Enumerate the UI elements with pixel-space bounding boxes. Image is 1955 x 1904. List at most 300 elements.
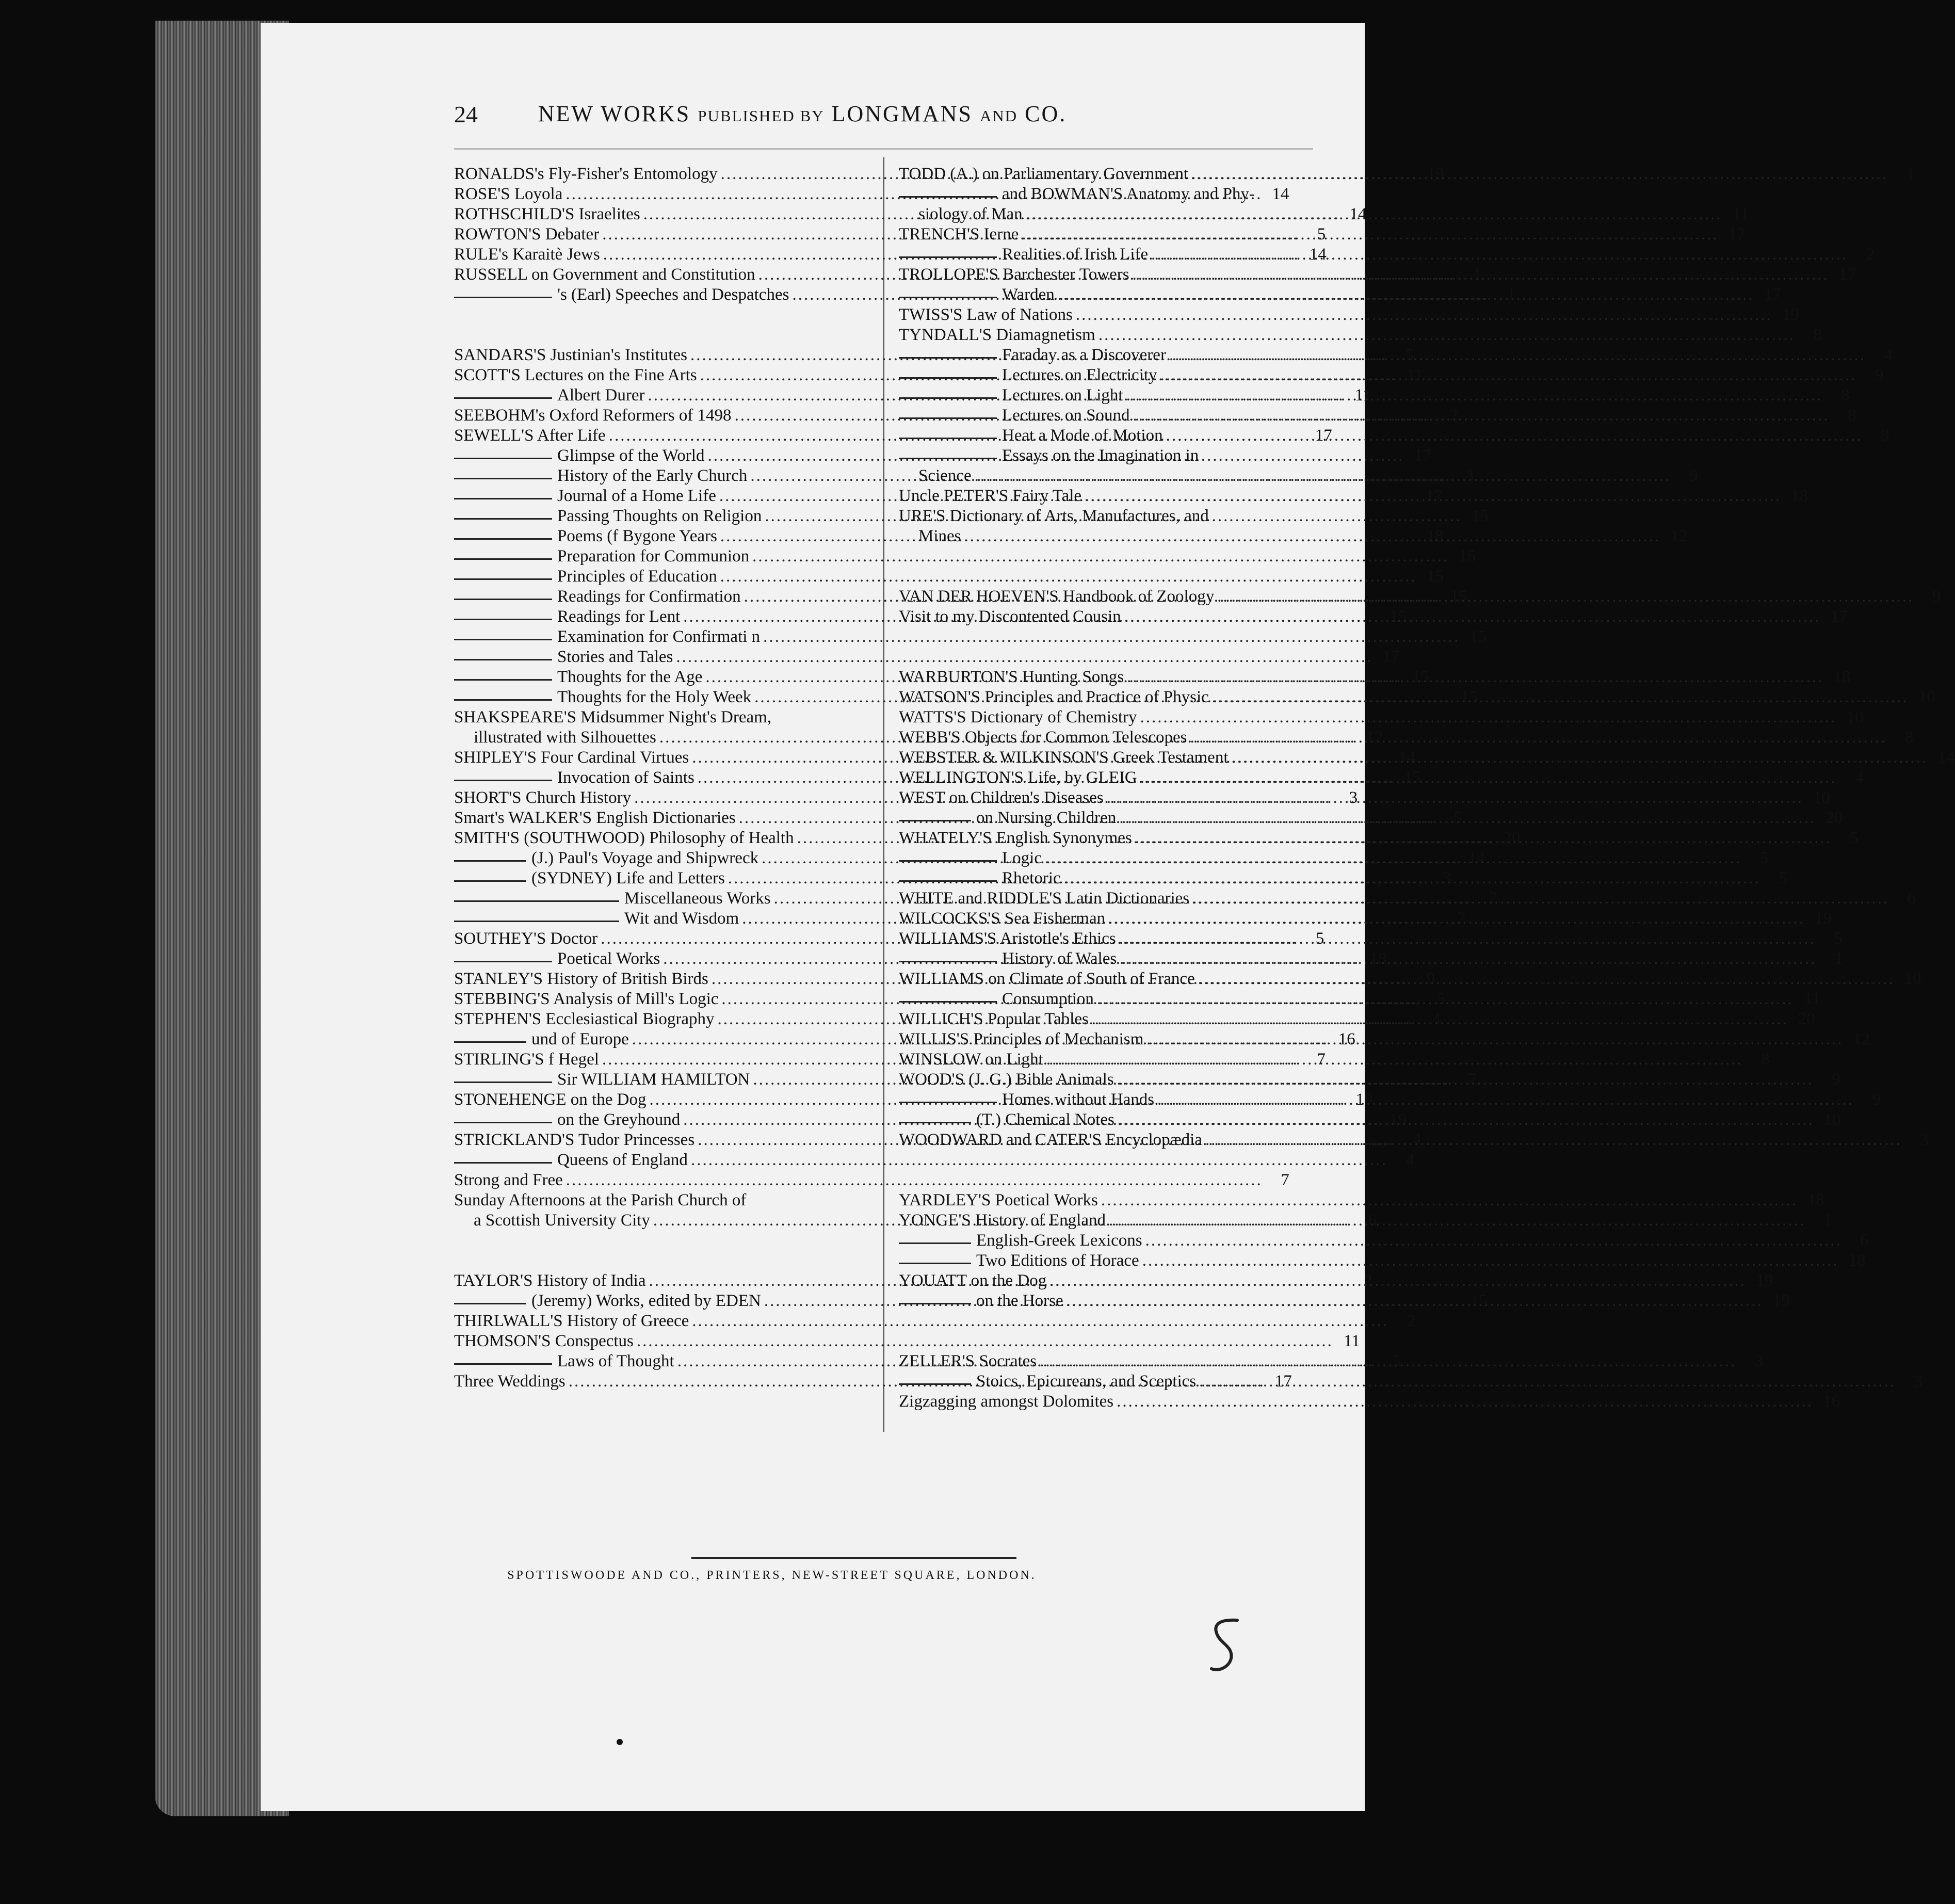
dot-leader (1121, 607, 1821, 627)
entry-title: on the Horse (976, 1292, 1063, 1310)
entry-page-number: 19 (1782, 305, 1799, 324)
dot-leader (1073, 305, 1772, 325)
ditto-dash (454, 961, 552, 962)
dot-leader (1042, 848, 1741, 868)
dot-leader (1123, 385, 1823, 406)
entry-page-number: 14 (1349, 205, 1367, 223)
entry-page-number: 3 (1920, 1131, 1929, 1149)
entry-page-number: 12 (1365, 728, 1383, 747)
index-entry (899, 707, 1864, 728)
ditto-dash (899, 1001, 997, 1003)
entry-title: Albert Durer (557, 386, 645, 405)
index-entry (899, 1231, 1869, 1251)
ditto-dash (899, 397, 997, 399)
entry-title: Examination for Confirmati n (557, 627, 761, 646)
entry-title: Heat a Mode of Motion (1002, 426, 1163, 445)
dot-leader (1105, 909, 1805, 929)
entry-page-number: 5 (1315, 929, 1324, 948)
index-entry (899, 325, 1822, 345)
entry-page-number: 10 (1846, 708, 1864, 727)
entry-title: Stoics, Epicureans, and Sceptics (976, 1372, 1197, 1391)
index-entry (899, 909, 1832, 929)
dot-leader (1142, 1231, 1842, 1251)
entry-page-number: 5 (1759, 849, 1768, 867)
entry-page-number: 10 (1823, 1110, 1841, 1129)
entry-page-number: 15 (1426, 567, 1444, 586)
entry-page-number: 14 (1272, 185, 1289, 203)
dot-leader (1157, 365, 1857, 385)
entry-title: Readings for Lent (557, 607, 681, 626)
dot-leader (961, 526, 1661, 546)
entry-page-number: 10 (1813, 788, 1830, 807)
index-entry (899, 1271, 1773, 1291)
entry-page-number: 4 (1884, 346, 1893, 364)
dot-leader (1163, 426, 1863, 446)
entry-page-number: 14 (1468, 849, 1485, 867)
entry-page-number: 9 (1872, 1090, 1881, 1109)
index-entry (899, 889, 1916, 909)
index-entry (899, 345, 1893, 365)
entry-page-number: 6 (1368, 1211, 1377, 1230)
ditto-dash (899, 438, 997, 439)
entry-title: SANDARS'S Justinian's Institutes (454, 346, 687, 364)
ditto-dash (899, 377, 997, 379)
dot-leader (1043, 1050, 1743, 1070)
dot-leader (1129, 406, 1829, 426)
entry-page-number: 1 (1823, 1211, 1832, 1230)
dot-leader (1081, 486, 1781, 506)
entry-page-number: 12 (1853, 1030, 1870, 1048)
entry-title: Consumption (1002, 990, 1094, 1008)
entry-page-number: 5 (1850, 829, 1859, 847)
ditto-dash (899, 1383, 971, 1385)
ditto-dash (899, 256, 997, 258)
ditto-dash (454, 558, 552, 560)
entry-title: WILLIS'S Principles of Mechanism (899, 1030, 1144, 1048)
entry-title: Uncle PETER'S Fairy Tale (899, 487, 1082, 505)
entry-title: Mines (918, 527, 961, 545)
dot-leader (1104, 788, 1803, 808)
ditto-dash (454, 599, 552, 600)
entry-page-number: 18 (1848, 1251, 1866, 1270)
entry-title: Zigzagging amongst Dolomites (899, 1392, 1114, 1411)
entry-title: Science (918, 466, 972, 485)
ditto-dash (454, 498, 552, 499)
entry-page-number: 18 (1791, 487, 1808, 505)
entry-title: WHITE and RIDDLE'S Latin Dictionaries (899, 889, 1190, 908)
entry-page-number: 14 (1309, 245, 1327, 264)
dot-leader (1139, 1251, 1839, 1271)
entry-title: TWISS'S Law of Nations (899, 305, 1073, 324)
entry-title: STRICKLAND'S Tudor Princesses (454, 1131, 695, 1149)
ditto-dash (454, 538, 552, 540)
entry-title: 's (Earl) Speeches and Despatches (557, 285, 789, 304)
ditto-dash (454, 1082, 552, 1083)
entry-title: TRENCH'S Ierne (899, 225, 1019, 244)
entry-title: Lectures on Sound (1002, 406, 1130, 425)
entry-title: WATSON'S Principles and Practice of Physic (899, 688, 1209, 706)
entry-page-number: 9 (1832, 1070, 1840, 1089)
dot-leader (1055, 285, 1754, 305)
running-head (454, 101, 1151, 127)
index-entry (899, 808, 1843, 828)
dot-leader (1137, 707, 1836, 728)
ditto-dash (454, 478, 552, 479)
index-entry (899, 969, 1921, 989)
index-entry (899, 305, 1799, 325)
entry-page-number: 7 (1457, 909, 1466, 928)
entry-page-number: 15 (1450, 587, 1467, 606)
ditto-dash (454, 880, 526, 882)
entry-title: Sir WILLIAM HAMILTON (557, 1070, 750, 1089)
entry-title: SCOTT'S Lectures on the Fine Arts (454, 366, 697, 384)
dot-leader (1046, 1271, 1746, 1291)
entry-title: YARDLEY'S Poetical Works (899, 1191, 1098, 1209)
ditto-dash (454, 639, 552, 640)
index-entry (899, 1190, 1824, 1211)
entry-page-number: 19 (1355, 1090, 1373, 1109)
ink-dot (617, 1739, 623, 1745)
entry-title: Three Weddings (454, 1372, 566, 1391)
index-entry (454, 1150, 1414, 1170)
entry-page-number: 3 (1443, 869, 1451, 888)
entry-page-number: 9 (1875, 366, 1884, 384)
ditto-dash (454, 921, 619, 922)
index-entry-continuation (899, 466, 1698, 486)
entry-title: Lectures on Light (1002, 386, 1123, 405)
entry-title: Logic (1002, 849, 1042, 867)
entry-page-number: 15 (1412, 668, 1429, 686)
entry-title: Realities of Irish Life (1002, 245, 1149, 264)
entry-page-number: 6 (1860, 1231, 1869, 1250)
ditto-dash (899, 1243, 971, 1244)
ditto-dash (899, 860, 997, 862)
entry-title: Journal of a Home Life (557, 487, 716, 505)
dot-leader (1106, 1211, 1805, 1231)
ditto-dash (454, 900, 619, 902)
entry-page-number: 2 (1407, 1312, 1416, 1330)
entry-title: Miscellaneous Works (624, 889, 771, 908)
entry-page-number: 1 (1473, 265, 1482, 284)
entry-page-number: 3 (1465, 466, 1474, 485)
dot-leader (1113, 1392, 1813, 1412)
ditto-dash (899, 820, 971, 821)
entry-page-number: 1 (1834, 949, 1844, 968)
entry-page-number: 12 (1670, 527, 1688, 545)
dot-leader (972, 466, 1671, 486)
ditto-dash (454, 578, 552, 580)
entry-title: WHATELY'S English Synonymes (899, 829, 1132, 847)
ditto-dash (899, 1263, 971, 1264)
entry-title: a Scottish University City (474, 1211, 650, 1230)
handwritten-folio-mark (1197, 1615, 1254, 1677)
entry-page-number: 14 (1398, 748, 1416, 767)
entry-title: TODD (A.) on Parliamentary Government (899, 165, 1189, 183)
entry-title: WEST on Children's Diseases (899, 788, 1104, 807)
entry-title: Poems (f Bygone Years (557, 527, 717, 545)
index-entry (454, 1190, 857, 1211)
index-entry (899, 1050, 1770, 1070)
running-head-small: PUBLISHED BY (698, 107, 825, 125)
dot-leader (1148, 245, 1848, 265)
entry-title: Invocation of Saints (557, 768, 694, 787)
entry-page-number: 17 (1425, 487, 1443, 505)
entry-page-number: 17 (1414, 446, 1431, 465)
index-entry (899, 1351, 1764, 1371)
ditto-dash (454, 679, 552, 681)
dot-leader (1214, 587, 1914, 607)
index-entry (454, 567, 1444, 587)
entry-page-number: 7 (1281, 1171, 1289, 1189)
index-entry (454, 1311, 1416, 1331)
running-head-and: AND (979, 107, 1018, 125)
entry-title: Lectures on Electricity (1002, 366, 1157, 384)
entry-page-number: 16 (1338, 1030, 1355, 1048)
entry-title: THIRLWALL'S History of Greece (454, 1312, 689, 1330)
entry-page-number: 7 (1489, 889, 1497, 908)
dot-leader (1098, 1190, 1798, 1211)
entry-title: Warden (1002, 285, 1055, 304)
entry-page-number: 15 (1470, 1292, 1488, 1310)
running-head-co: CO. (1025, 101, 1067, 126)
entry-title: und of Europe (531, 1030, 629, 1048)
entry-page-number: 4 (1855, 768, 1864, 787)
entry-page-number: 10 (1918, 688, 1935, 706)
dot-leader (1195, 969, 1895, 989)
entry-title: THOMSON'S Conspectus (454, 1332, 634, 1350)
index-entry (899, 265, 1856, 285)
running-head-publisher: LONGMANS (831, 101, 973, 126)
entry-page-number: 1 (1507, 285, 1516, 304)
entry-title: Readings for Confirmation (557, 587, 741, 606)
entry-page-number: 19 (1772, 1292, 1790, 1310)
entry-page-number: 18 (1833, 668, 1851, 686)
ditto-dash (454, 397, 552, 399)
entry-page-number: 11 (1354, 386, 1371, 405)
index-entry (899, 868, 1787, 889)
entry-page-number: 6 (1907, 889, 1916, 908)
header-rule (454, 149, 1313, 150)
entry-page-number: 7 (1467, 1070, 1477, 1089)
index-entry (454, 647, 1400, 667)
entry-title: (T.) Chemical Notes (976, 1110, 1114, 1129)
entry-page-number: 8 (1847, 406, 1856, 425)
index-entry (454, 1170, 1289, 1190)
dot-leader (1023, 204, 1722, 224)
index-entry (899, 184, 1296, 204)
dot-leader (1019, 224, 1718, 245)
index-entry (899, 1130, 1929, 1150)
entry-title: STANLEY'S History of British Birds (454, 970, 708, 988)
entry-page-number: 5 (1834, 929, 1843, 948)
entry-page-number: 19 (1389, 1110, 1407, 1129)
index-entry (899, 285, 1781, 305)
entry-page-number: 2 (1364, 1271, 1372, 1290)
ditto-dash (454, 1363, 552, 1365)
index-entry (899, 1070, 1840, 1090)
entry-title: English-Greek Lexicons (976, 1231, 1142, 1250)
dot-leader (1202, 1130, 1902, 1150)
entry-title: WOOD'S (J. G.) Bible Animals (899, 1070, 1114, 1089)
entry-title: TROLLOPE'S Barchester Towers (899, 265, 1129, 284)
dot-leader (1229, 748, 1928, 768)
running-head-main: NEW WORKS (538, 101, 691, 126)
ditto-dash (454, 1303, 526, 1304)
entry-title: Smart's WALKER'S English Dictionaries (454, 809, 736, 827)
entry-page-number: 9 (1426, 970, 1435, 988)
entry-title: on Nursing Children (976, 809, 1117, 827)
entry-title: (Jeremy) Works, edited by EDEN (531, 1292, 761, 1310)
dot-leader (1196, 1371, 1896, 1392)
dot-leader (1166, 345, 1866, 365)
entry-title: Poetical Works (557, 949, 660, 968)
entry-title: SEWELL'S After Life (454, 426, 606, 445)
entry-title: Stories and Tales (557, 648, 673, 666)
entry-page-number: 5 (1779, 869, 1787, 888)
page-number: 24 (454, 101, 478, 127)
entry-page-number: 17 (1764, 285, 1781, 304)
index-entry (454, 1331, 1360, 1351)
ditto-dash (454, 780, 552, 781)
entry-page-number: 17 (1838, 265, 1856, 284)
entry-title: Preparation for Communion (557, 547, 750, 566)
entry-title: STEBBING'S Analysis of Mill's Logic (454, 990, 719, 1008)
entry-page-number: 19 (1815, 909, 1832, 928)
entry-page-number: 17 (1830, 607, 1848, 626)
dot-leader (1114, 1110, 1814, 1130)
dot-leader (1132, 828, 1832, 848)
entry-page-number: 17 (1382, 648, 1400, 666)
index-entry (899, 748, 1955, 768)
entry-title: Two Editions of Horace (976, 1251, 1139, 1270)
dot-leader (1154, 1090, 1854, 1110)
dot-leader (1116, 808, 1816, 828)
ditto-dash (454, 1041, 526, 1043)
entry-page-number: 11 (1804, 990, 1820, 1008)
entry-page-number: 8 (1841, 386, 1850, 405)
entry-title: Essays on the Imagination in (1002, 446, 1199, 465)
ditto-dash (454, 860, 526, 862)
index-entry (899, 446, 1296, 466)
entry-title: ROTHSCHILD'S Israelites (454, 205, 640, 223)
ditto-dash (899, 297, 997, 298)
entry-page-number: 19 (1756, 1271, 1773, 1290)
entry-page-number: 4 (1432, 1010, 1441, 1028)
entry-title: Thoughts for the Holy Week (557, 688, 752, 706)
entry-title: VAN DER HOEVEN'S Handbook of Zoology (899, 587, 1215, 606)
ditto-dash (899, 196, 997, 198)
dot-leader (1189, 889, 1889, 909)
ditto-dash (899, 357, 997, 359)
ditto-dash (454, 297, 552, 298)
entry-page-number: 20 (1825, 809, 1843, 827)
dot-leader (1117, 949, 1816, 969)
entry-title: illustrated with Silhouettes (474, 728, 656, 747)
entry-page-number: 14 (1937, 748, 1955, 767)
entry-page-number: 8 (1904, 728, 1914, 747)
entry-page-number: 15 (1461, 688, 1478, 706)
dot-leader (1143, 1029, 1843, 1050)
entry-title: SHORT'S Church History (454, 788, 632, 807)
entry-title: History of Wales (1002, 949, 1117, 968)
entry-page-number: 18 (1426, 527, 1444, 545)
entry-page-number: 5 (1317, 225, 1326, 244)
index-entry (899, 1211, 1832, 1231)
entry-title: SOUTHEY'S Doctor (454, 929, 598, 948)
entry-page-number: 3 (1349, 788, 1358, 807)
dot-leader (1129, 265, 1829, 285)
index-entry (454, 707, 857, 728)
entry-page-number: 11 (1732, 205, 1749, 223)
entry-title: TYNDALL'S Diamagnetism (899, 326, 1095, 344)
dot-leader (1037, 1351, 1736, 1371)
entry-title: YONGE'S History of England (899, 1211, 1106, 1230)
ditto-dash (454, 1162, 552, 1164)
entry-page-number: 15 (1471, 507, 1489, 525)
entry-title: (J.) Paul's Voyage and Shipwreck (531, 849, 759, 867)
entry-title: Laws of Thought (557, 1352, 674, 1370)
index-entry (899, 406, 1856, 426)
index-entry (899, 788, 1830, 808)
entry-page-number: 8 (1813, 326, 1822, 344)
ditto-dash (899, 1102, 997, 1103)
entry-title: YOUATT on the Dog (899, 1271, 1047, 1290)
entry-title: Thoughts for the Age (557, 668, 703, 686)
index-entry (899, 1371, 1923, 1392)
index-entry (899, 1009, 1815, 1029)
ditto-dash (454, 518, 552, 520)
entry-title: Glimpse of the World (557, 446, 705, 465)
entry-title: WELLINGTON'S Life, by GLEIG (899, 768, 1137, 787)
entry-title: Faraday as a Discoverer (1002, 346, 1166, 364)
entry-title: siology of Man (918, 205, 1023, 223)
dot-leader (1094, 989, 1794, 1009)
ditto-dash (899, 880, 997, 882)
entry-page-number: 15 (1459, 547, 1476, 566)
entry-title: WINSLOW on Light (899, 1050, 1043, 1069)
ditto-dash (899, 1122, 971, 1123)
entry-title: WILLIAMS on Climate of South of France (899, 970, 1195, 988)
entry-page-number: 2 (1449, 406, 1458, 425)
entry-title: WATTS'S Dictionary of Chemistry (899, 708, 1137, 727)
entry-page-number: 18 (1369, 949, 1387, 968)
index-entry (899, 989, 1820, 1009)
entry-page-number: 20 (1503, 829, 1521, 847)
index-entry (899, 506, 1296, 526)
dot-leader (1063, 1291, 1763, 1311)
entry-title: Rhetoric (1002, 869, 1061, 888)
footer-rule (691, 1557, 1016, 1559)
entry-page-number: 7 (1317, 1050, 1326, 1069)
entry-page-number: 10 (1904, 970, 1921, 988)
entry-title: URE'S Dictionary of Arts, Manufactures, and (899, 507, 1209, 525)
dot-leader (1061, 868, 1760, 889)
ditto-dash (454, 1122, 552, 1123)
entry-page-number: 15 (1403, 768, 1421, 787)
dot-leader (1089, 1009, 1788, 1029)
entry-title: SHAKSPEARE'S Midsummer Night's Dream, (454, 708, 772, 727)
dot-leader (1137, 768, 1837, 788)
entry-page-number: 16 (1823, 1392, 1840, 1411)
dot-leader (1116, 929, 1816, 949)
entry-title: WILCOCKS'S Sea Fisherman (899, 909, 1106, 928)
index-entry (899, 224, 1746, 245)
entry-title: Sunday Afternoons at the Parish Church of (454, 1191, 747, 1209)
entry-title: RUSSELL on Government and Constitution (454, 265, 755, 284)
entry-title: Passing Thoughts on Religion (557, 507, 762, 525)
entry-title: SMITH'S (SOUTHWOOD) Philosophy of Health (454, 829, 794, 847)
entry-page-number: 4 (1412, 1131, 1421, 1149)
